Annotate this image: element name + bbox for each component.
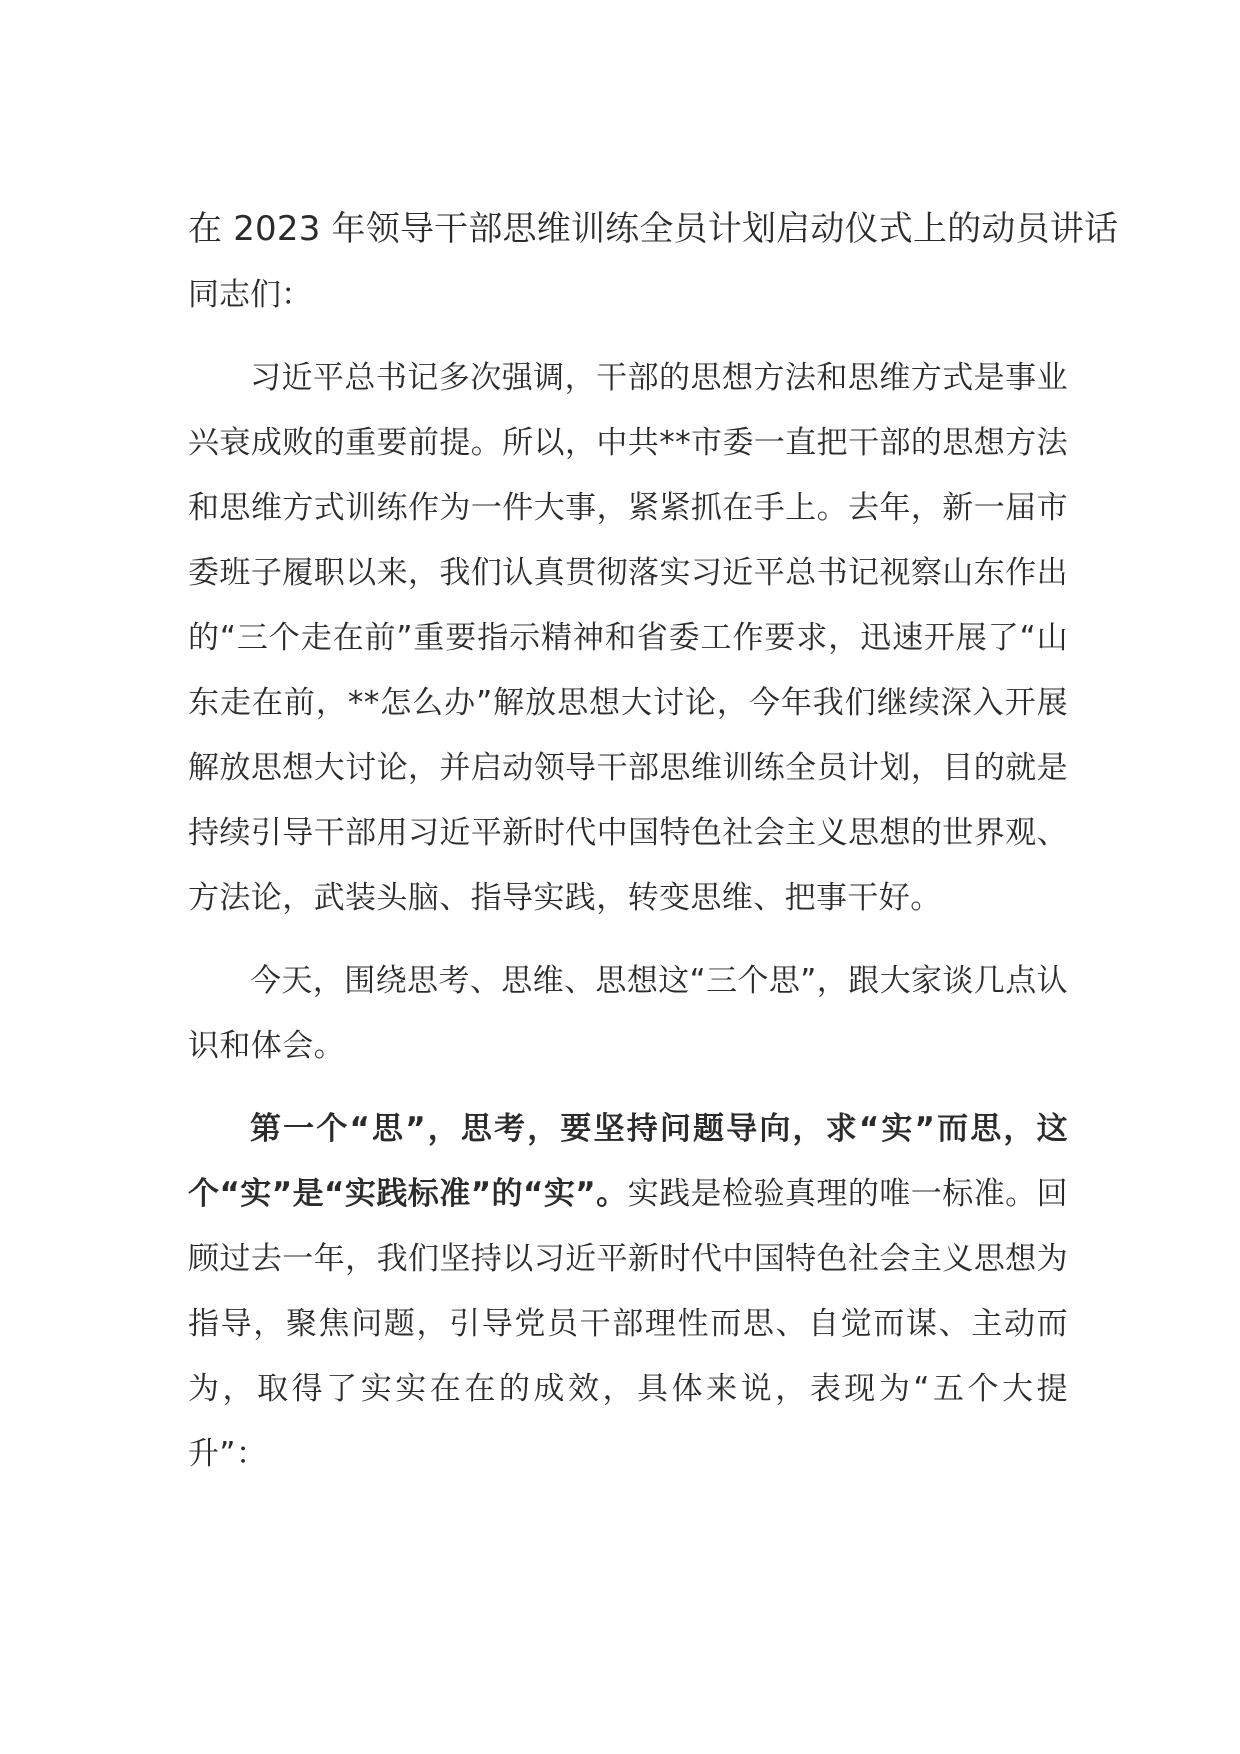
document-title: 在 2023 年领导干部思维训练全员计划启动仪式上的动员讲话 bbox=[188, 209, 1119, 249]
paragraph-1: 习近平总书记多次强调，干部的思想方法和思维方式是事业兴衰成败的重要前提。所以，中共**市委一直把干部的思想方法和思维方式训练作为一件大事，紧紧抓在手上。去年，新一届市委班子履职以来，我们认真贯彻落实习近平总书记视察山东作出的“三个走在前”重要指示精神和省委工作要求，迅速开展了“山东走在前，**怎么办”解放思想大讨论，今年我们继续深入开展解放思想大讨论，并启动领导干部思维训练全员计划，目的就是持续引导干部用习近平新时代中国特色社会主义思想的世界观、方法论，武装头脑、指导实践，转变思维、把事干好。 bbox=[188, 360, 1068, 916]
paragraph-3 bbox=[188, 1097, 1068, 1487]
salutation: 同志们： bbox=[188, 277, 312, 313]
document-body bbox=[188, 196, 1119, 1505]
paragraph-2: 今天，围绕思考、思维、思想这“三个思”，跟大家谈几点认识和体会。 bbox=[188, 963, 1068, 1064]
paragraph-3-body: 实践是检验真理的唯一标准。回顾过去一年，我们坚持以习近平新时代中国特色社会主义思想为指导，聚焦问题，引导党员干部理性而思、自觉而谋、主动而为，取得了实实在在的成效，具体来说，表现为“五个大提升”： bbox=[188, 1176, 1068, 1472]
paragraph-3-heading: 第一个“思”，思考，要坚持问题导向，求“实”而思，这个“实”是“实践标准”的“实”。 bbox=[188, 1111, 1068, 1212]
